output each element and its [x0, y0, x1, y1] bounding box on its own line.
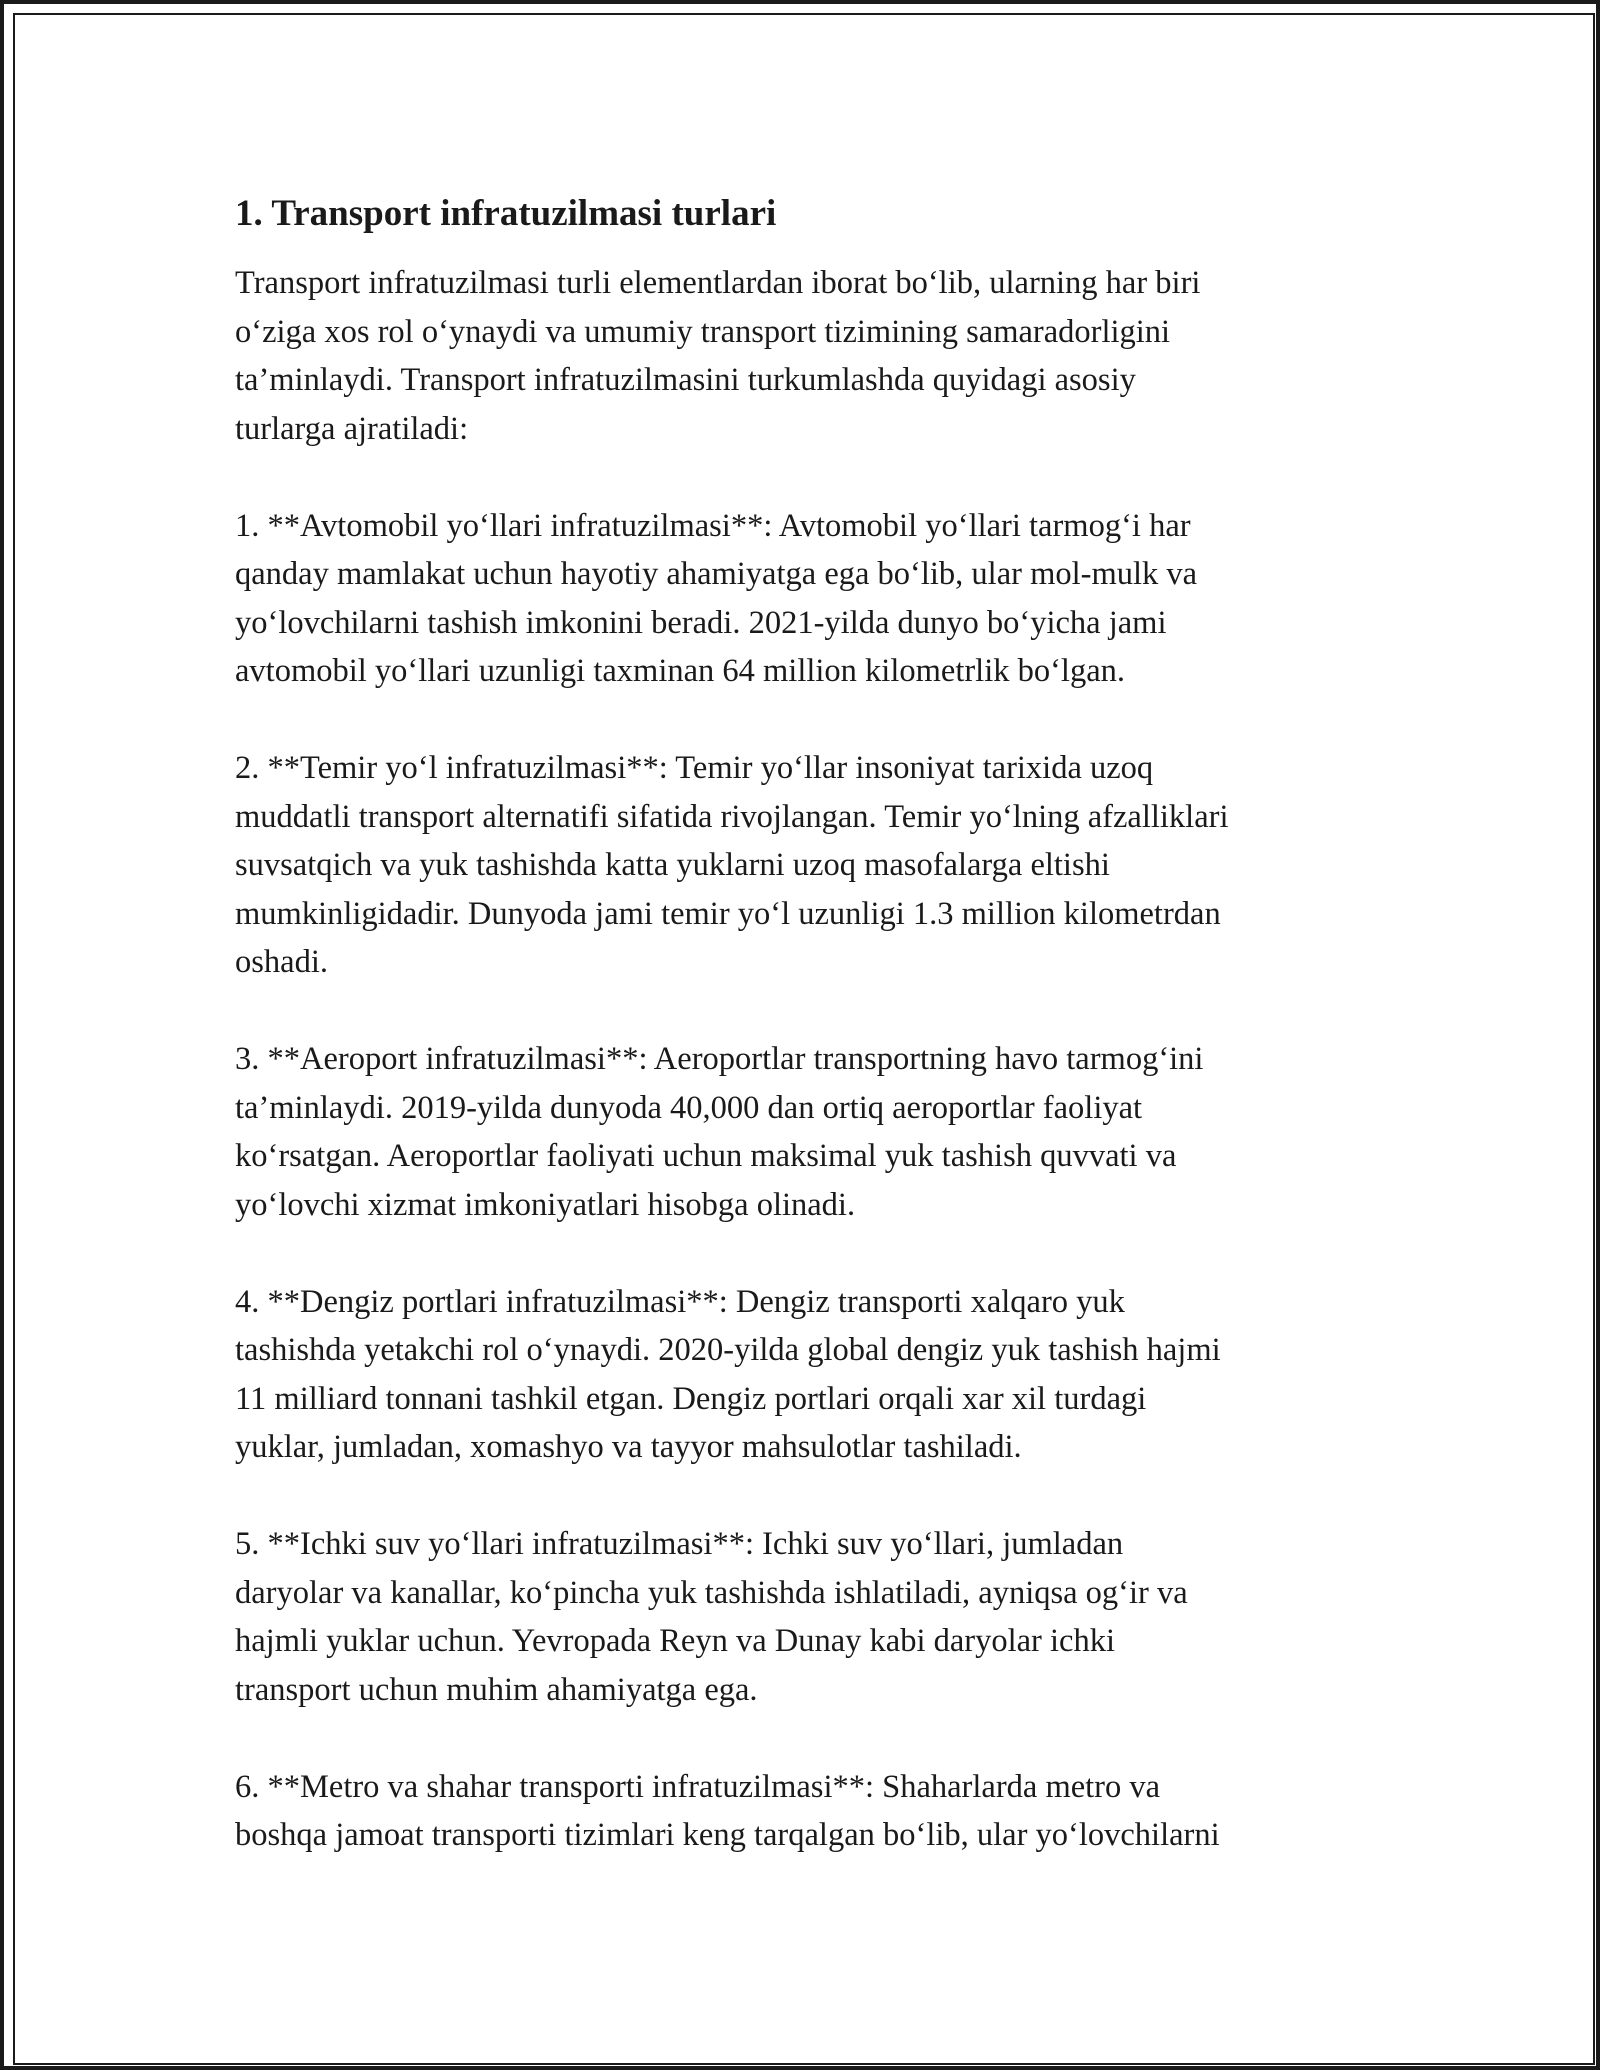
text-line: yo‘lovchilarni tashish imkonini beradi. 2021-yilda dunyo bo‘yicha jami — [235, 604, 1167, 641]
text-line: tashishda yetakchi rol o‘ynaydi. 2020-yilda global dengiz yuk tashish hajmi — [235, 1332, 1221, 1368]
document-body — [235, 185, 1375, 1908]
list-item-metro-urban-transport-infrastructure — [235, 1763, 1375, 1860]
text-line: muddatli transport alternatifi sifatida rivojlangan. Temir yo‘lning afzalliklari — [235, 798, 1229, 835]
intro-paragraph — [235, 259, 1375, 453]
text-line: turlarga ajratiladi: — [235, 410, 469, 447]
text-line: 1. **Avtomobil yo‘llari infratuzilmasi**: Avtomobil yo‘llari tarmog‘i har — [235, 507, 1191, 544]
text-line: boshqa jamoat transporti tizimlari keng tarqalgan bo‘lib, ular yo‘lovchilarni — [235, 1817, 1220, 1853]
text-line: o‘ziga xos rol o‘ynaydi va umumiy transport tizimining samaradorligini — [235, 313, 1171, 350]
text-line: ko‘rsatgan. Aeroportlar faoliyati uchun maksimal yuk tashish quvvati va — [235, 1138, 1177, 1174]
list-item-seaport-infrastructure — [235, 1278, 1375, 1472]
list-item-inland-waterway-infrastructure — [235, 1520, 1375, 1714]
text-line: yuklar, jumladan, xomashyo va tayyor mahsulotlar tashiladi. — [235, 1429, 1022, 1465]
text-line: 6. **Metro va shahar transporti infratuzilmasi**: Shaharlarda metro va — [235, 1768, 1161, 1805]
section-heading: 1. Transport infratuzilmasi turlari — [235, 193, 777, 234]
text-line: mumkinligidadir. Dunyoda jami temir yo‘l uzunligi 1.3 million kilometrdan — [235, 895, 1221, 932]
text-line: 4. **Dengiz portlari infratuzilmasi**: Dengiz transporti xalqaro yuk — [235, 1283, 1125, 1320]
text-line: ta’minlaydi. 2019-yilda dunyoda 40,000 dan ortiq aeroportlar faoliyat — [235, 1089, 1143, 1126]
text-line: ta’minlaydi. Transport infratuzilmasini turkumlashda quyidagi asosiy — [235, 362, 1136, 398]
text-line: 3. **Aeroport infratuzilmasi**: Aeroportlar transportning havo tarmog‘ini — [235, 1041, 1204, 1077]
text-line: daryolar va kanallar, ko‘pincha yuk tashishda ishlatiladi, ayniqsa og‘ir va — [235, 1574, 1188, 1611]
text-line: 11 milliard tonnani tashkil etgan. Dengiz portlari orqali xar xil turdagi — [235, 1380, 1147, 1417]
text-line: Transport infratuzilmasi turli elementlardan iborat bo‘lib, ularning har biri — [235, 265, 1201, 301]
text-line: transport uchun muhim ahamiyatga ega. — [235, 1671, 758, 1708]
text-line: 5. **Ichki suv yo‘llari infratuzilmasi**: Ichki suv yo‘llari, jumladan — [235, 1526, 1124, 1562]
text-line: avtomobil yo‘llari uzunligi taxminan 64 million kilometrlik bo‘lgan. — [235, 653, 1126, 689]
text-line: suvsatqich va yuk tashishda katta yuklarni uzoq masofalarga eltishi — [235, 847, 1110, 883]
text-line: yo‘lovchi xizmat imkoniyatlari hisobga olinadi. — [235, 1186, 856, 1223]
list-item-railway-infrastructure — [235, 744, 1375, 987]
text-line: 2. **Temir yo‘l infratuzilmasi**: Temir yo‘llar insoniyat tarixida uzoq — [235, 750, 1154, 786]
list-item-road-infrastructure — [235, 502, 1375, 696]
text-line: qanday mamlakat uchun hayotiy ahamiyatga ega bo‘lib, ular mol-mulk va — [235, 556, 1198, 592]
text-line: hajmli yuklar uchun. Yevropada Reyn va Dunay kabi daryolar ichki — [235, 1623, 1115, 1659]
text-line: oshadi. — [235, 944, 328, 980]
list-item-airport-infrastructure — [235, 1035, 1375, 1229]
